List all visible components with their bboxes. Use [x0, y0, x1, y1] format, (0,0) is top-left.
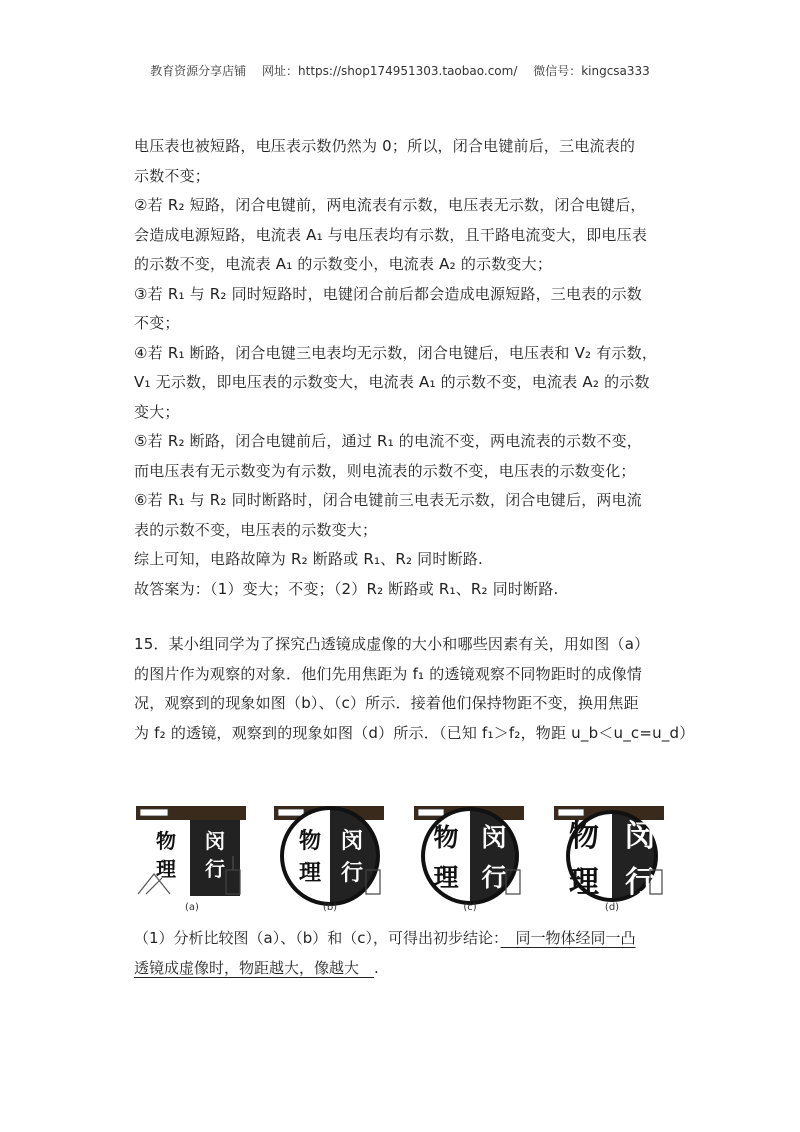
figure-d-char: 闵: [625, 819, 655, 854]
figure-a-char: 行: [205, 857, 225, 881]
text-line: 表的示数不变，电压表的示数变大；: [134, 520, 378, 539]
text-line: 会造成电源短路，电流表 A₁ 与电压表均有示数，且干路电流变大，即电压表: [134, 225, 648, 244]
figure-b-char: 闵: [340, 829, 364, 854]
question-line: 15．某小组同学为了探究凸透镜成虚像的大小和哪些因素有关，用如图（a）: [134, 635, 650, 653]
figure-c-char: 行: [481, 863, 507, 892]
answer-text: [134, 132, 695, 748]
text-line: 综上可知，电路故障为 R₂ 断路或 R₁、R₂ 同时断路.: [134, 550, 483, 568]
text-line: V₁ 无示数，即电压表的示数变大，电流表 A₁ 的示数不变，电流表 A₂ 的示数: [134, 373, 650, 391]
sub-question-line: [134, 954, 674, 984]
text-line: 而电压表有无示数变为有示数，则电流表的示数不变，电压表的示数变化；: [134, 461, 636, 480]
text-line: 变大；: [134, 402, 180, 421]
figure-d-char: 物: [569, 819, 599, 854]
figure-c: [414, 806, 524, 912]
sub-question-line: [134, 924, 674, 954]
figure-caption: (d): [604, 902, 620, 912]
shop-url[interactable]: 网址：https://shop174951303.taobao.com/: [262, 64, 518, 78]
figure-a-char: 物: [156, 829, 176, 853]
figure-b: [274, 806, 384, 912]
figure-a: [136, 806, 246, 912]
question-line: 为 f₂ 的透镜，观察到的现象如图（d）所示．（已知 f₁＞f₂，物距 u_b＜u_c=u_d）: [134, 723, 695, 742]
text-line: ⑤若 R₂ 断路，闭合电键前后，通过 R₁ 的电流不变，两电流表的示数不变，: [134, 432, 642, 450]
sub-question-1: [134, 924, 674, 983]
text-line: 故答案为：（1）变大；不变；（2）R₂ 断路或 R₁、R₂ 同时断路.: [134, 579, 559, 598]
text-line: 电压表也被短路，电压表示数仍然为 0；所以，闭合电键前后，三电流表的: [134, 137, 636, 155]
text-line: ⑥若 R₁ 与 R₂ 同时断路时，闭合电键前三电表无示数，闭合电键后，两电流: [134, 491, 642, 509]
answer-blank: 透镜成虚像时，物距越大，像越大: [134, 958, 375, 977]
question-line: 况，观察到的现象如图（b）、（c）所示．接着他们保持物距不变，换用焦距: [134, 694, 639, 712]
figure-caption: (c): [463, 902, 477, 912]
figure-d-char: 行: [625, 865, 655, 900]
wechat-id: 微信号：kingcsa333: [533, 64, 650, 78]
figure-b-char: 行: [340, 861, 364, 886]
text-line: 的示数不变，电流表 A₁ 的示数变小，电流表 A₂ 的示数变大；: [134, 255, 553, 273]
figure-d: [554, 806, 664, 912]
sub-question-prefix: （1）分析比较图（a）、（b）和（c），可得出初步结论：: [134, 929, 501, 947]
figure-c-char: 理: [433, 863, 459, 892]
question-line: 的图片作为观察的对象．他们先用焦距为 f₁ 的透镜观察不同物距时的成像情: [134, 664, 643, 683]
text-line: 示数不变；: [134, 166, 211, 185]
shop-name: 教育资源分享店铺: [150, 64, 247, 78]
figure-b-char: 理: [298, 861, 322, 886]
text-line: 不变；: [134, 314, 180, 332]
answer-blank: 同一物体经同一凸: [500, 929, 636, 947]
figure-a-char: 闵: [205, 829, 225, 853]
figure-caption: (a): [185, 902, 199, 912]
figure-b-char: 物: [298, 829, 322, 854]
figure-a-char: 理: [156, 857, 176, 881]
text-line: ②若 R₂ 短路，闭合电键前，两电流表有示数，电压表无示数，闭合电键后，: [134, 196, 646, 214]
lens-figures: [134, 800, 674, 912]
figure-caption: (b): [322, 902, 338, 912]
sub-question-suffix: .: [374, 958, 379, 977]
text-line: ④若 R₁ 断路，闭合电键三电表均无示数，闭合电键后，电压表和 V₂ 有示数，: [134, 343, 658, 362]
figure-c-char: 物: [433, 823, 459, 852]
figure-d-char: 理: [569, 865, 599, 900]
figure-c-char: 闵: [481, 823, 507, 852]
text-line: ③若 R₁ 与 R₂ 同时短路时，电键闭合前后都会造成电源短路，三电表的示数: [134, 284, 642, 303]
page-header: [0, 62, 800, 79]
